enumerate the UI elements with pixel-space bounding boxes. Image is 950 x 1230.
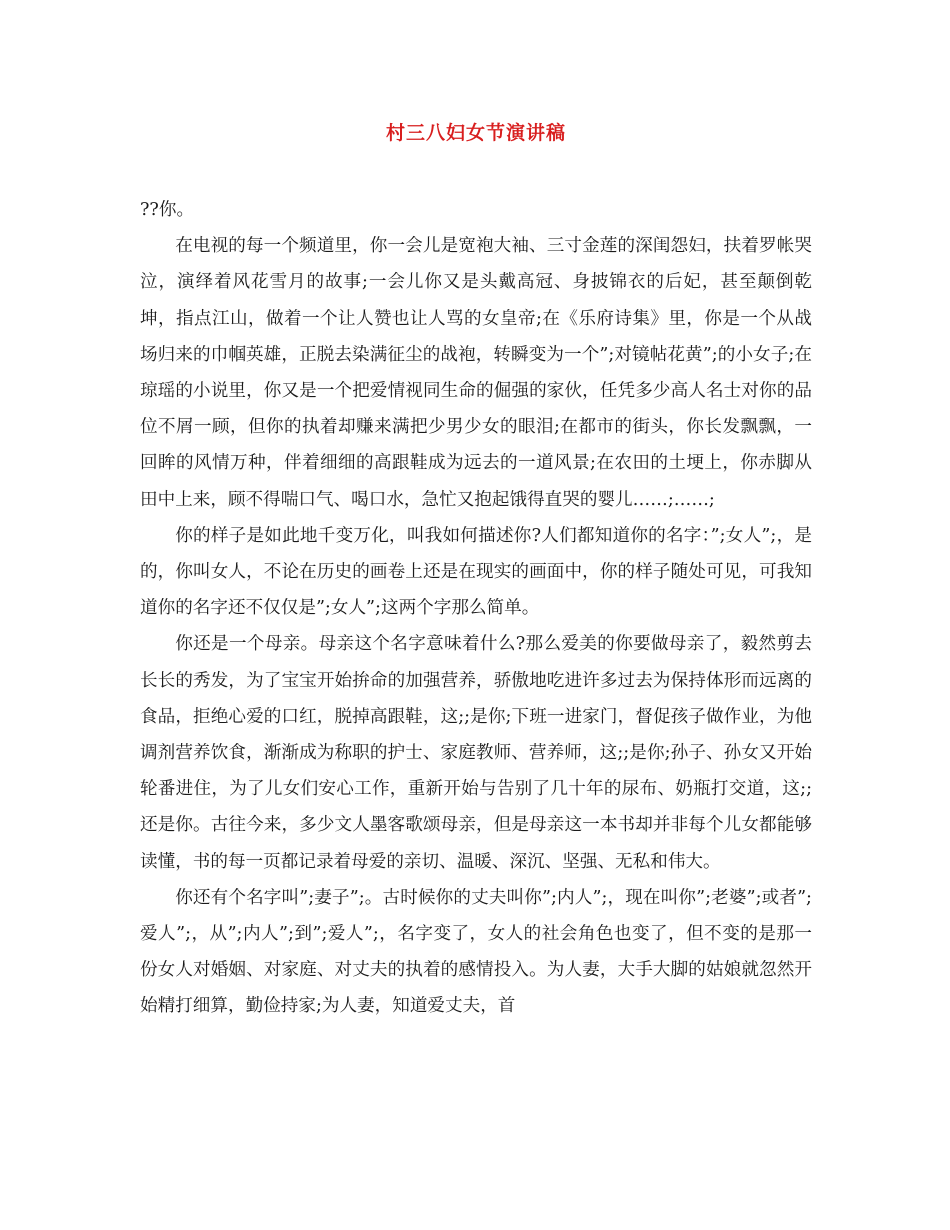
document-title: 村三八妇女节演讲稿 (385, 122, 566, 144)
document-page (140, 118, 812, 1025)
paragraph-4: 你还有个名字叫”;妻子”;。古时候你的丈夫叫你”;内人”;，现在叫你”;老婆”;或者”;爱人”;，从”;内人”;到”;爱人”;，名字变了，女人的社会角色也变了，但不变的是那一份女人对婚姻、对家庭、对丈夫的执着的感情投入。为人妻，大手大脚的姑娘就忽然开始精打细算，勤俭持家;为人妻，知道爱丈夫，首 (140, 887, 812, 1017)
paragraph-2: 你的样子是如此地千变万化，叫我如何描述你?人们都知道你的名字：”;女人”;，是的，你叫女人，不论在历史的画卷上还是在现实的画面中，你的样子随处可见，可我知道你的名字还不仅仅是”;女人”;这两个字那么简单。 (140, 525, 812, 619)
paragraph-greeting: ??你。 (140, 200, 195, 220)
paragraph-3: 你还是一个母亲。母亲这个名字意味着什么?那么爱美的你要做母亲了，毅然剪去长长的秀发，为了宝宝开始拚命的加强营养，骄傲地吃进许多过去为保持体形而远离的食品，拒绝心爱的口红，脱掉高跟鞋，这;;是你;下班一进家门，督促孩子做作业，为他调剂营养饮食，渐渐成为称职的护士、家庭教师、营养师，这;;是你;孙子、孙女又开始轮番进住，为了儿女们安心工作，重新开始与告别了几十年的尿布、奶瓶打交道，这;;还是你。古往今来，多少文人墨客歌颂母亲，但是母亲这一本书却并非每个儿女都能够读懂，书的每一页都记录着母爱的亲切、温暖、深沉、坚强、无私和伟大。 (140, 634, 812, 872)
paragraph-1: 在电视的每一个频道里，你一会儿是宽袍大袖、三寸金莲的深闺怨妇，扶着罗帐哭泣，演绎着风花雪月的故事;一会儿你又是头戴高冠、身披锦衣的后妃，甚至颠倒乾坤，指点江山，做着一个让人赞也让人骂的女皇帝;在《乐府诗集》里，你是一个从战场归来的巾帼英雄，正脱去染满征尘的战袍，转瞬变为一个”;对镜帖花黄”;的小女子;在琼瑶的小说里，你又是一个把爱情视同生命的倔强的家伙，任凭多少高人名士对你的品位不屑一顾，但你的执着却赚来满把少男少女的眼泪;在都市的街头，你长发飘飘，一回眸的风情万种，伴着细细的高跟鞋成为远去的一道风景;在农田的土埂上，你赤脚从田中上来，顾不得喘口气、喝口水，急忙又抱起饿得直哭的婴儿……;……; (140, 236, 812, 510)
